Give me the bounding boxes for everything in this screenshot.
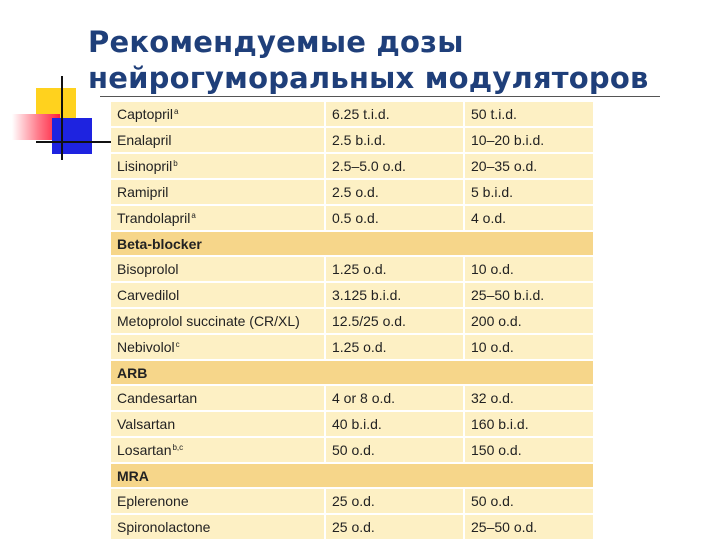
starting-dose-cell: 2.5–5.0 o.d. (325, 153, 464, 179)
table-row (111, 488, 593, 514)
target-dose-cell: 150 o.d. (464, 437, 593, 463)
target-dose-cell: 4 o.d. (464, 205, 593, 231)
starting-dose-cell: 2.5 b.i.d. (325, 127, 464, 153)
drug-name: Candesartan (117, 390, 198, 406)
drug-name-cell (111, 514, 325, 540)
table-row (111, 437, 593, 463)
drug-name-cell (111, 179, 325, 205)
starting-dose-cell: 12.5/25 o.d. (325, 308, 464, 334)
drug-name-cell (111, 411, 325, 437)
section-header-row (111, 231, 593, 256)
drug-name: Losartan (117, 442, 172, 458)
target-dose-cell: 200 o.d. (464, 308, 593, 334)
target-dose-cell: 10 o.d. (464, 334, 593, 360)
drug-name: Lisinopril (117, 158, 173, 174)
slide-title-line-2: нейрогуморальных модуляторов (88, 61, 649, 95)
section-header-row (111, 360, 593, 385)
blue-square-decoration (52, 118, 92, 154)
target-dose-cell: 160 b.i.d. (464, 411, 593, 437)
drug-name-cell (111, 385, 325, 411)
section-header-row (111, 463, 593, 488)
starting-dose-cell: 4 or 8 o.d. (325, 385, 464, 411)
drug-name-cell (111, 437, 325, 463)
starting-dose-cell: 6.25 t.i.d. (325, 102, 464, 127)
table-row (111, 256, 593, 282)
drug-name: Trandolapril (117, 210, 191, 226)
starting-dose-cell: 1.25 o.d. (325, 256, 464, 282)
target-dose-cell: 25–50 o.d. (464, 514, 593, 540)
drug-name: Nebivolol (117, 339, 175, 355)
starting-dose-cell: 40 b.i.d. (325, 411, 464, 437)
drug-name: Enalapril (117, 132, 172, 148)
slide-title (88, 24, 649, 96)
target-dose-cell: 20–35 o.d. (464, 153, 593, 179)
drug-name-cell (111, 334, 325, 360)
target-dose-cell: 32 o.d. (464, 385, 593, 411)
target-dose-cell: 25–50 b.i.d. (464, 282, 593, 308)
section-header-label: MRA (111, 463, 593, 488)
drug-name-cell (111, 127, 325, 153)
section-header-label: ARB (111, 360, 593, 385)
table-row (111, 514, 593, 540)
footnote-marker: a (191, 211, 196, 220)
table-row (111, 205, 593, 231)
slide-title-line-1: Рекомендуемые дозы (88, 25, 464, 59)
drug-name-cell (111, 308, 325, 334)
starting-dose-cell: 0.5 o.d. (325, 205, 464, 231)
dose-table (111, 102, 593, 541)
drug-name-cell (111, 205, 325, 231)
target-dose-cell: 5 b.i.d. (464, 179, 593, 205)
title-underline-rule (100, 96, 660, 97)
drug-name-cell (111, 282, 325, 308)
table-row (111, 282, 593, 308)
target-dose-cell: 10 o.d. (464, 256, 593, 282)
table-row (111, 153, 593, 179)
table-row (111, 127, 593, 153)
target-dose-cell: 50 t.i.d. (464, 102, 593, 127)
starting-dose-cell: 25 o.d. (325, 514, 464, 540)
table-row (111, 334, 593, 360)
drug-name: Eplerenone (117, 493, 189, 509)
footnote-marker: a (174, 107, 179, 116)
drug-name-cell (111, 256, 325, 282)
starting-dose-cell: 25 o.d. (325, 488, 464, 514)
footnote-marker: b (173, 159, 178, 168)
target-dose-cell: 10–20 b.i.d. (464, 127, 593, 153)
drug-name-cell (111, 488, 325, 514)
table-row (111, 411, 593, 437)
drug-name: Valsartan (117, 416, 176, 432)
target-dose-cell: 50 o.d. (464, 488, 593, 514)
dose-table-body (111, 102, 593, 540)
drug-name: Metoprolol succinate (CR/XL) (117, 313, 300, 329)
table-row (111, 102, 593, 127)
starting-dose-cell: 2.5 o.d. (325, 179, 464, 205)
table-row (111, 308, 593, 334)
drug-name: Captopril (117, 106, 174, 122)
table-row (111, 179, 593, 205)
drug-name-cell (111, 153, 325, 179)
drug-name-cell (111, 102, 325, 127)
drug-name: Bisoprolol (117, 261, 179, 277)
starting-dose-cell: 1.25 o.d. (325, 334, 464, 360)
drug-name: Spironolactone (117, 519, 211, 535)
starting-dose-cell: 3.125 b.i.d. (325, 282, 464, 308)
starting-dose-cell: 50 o.d. (325, 437, 464, 463)
table-row (111, 385, 593, 411)
vertical-rule-decoration (61, 76, 63, 160)
drug-name: Carvedilol (117, 287, 180, 303)
drug-name: Ramipril (117, 184, 169, 200)
footnote-marker: b,c (172, 443, 184, 452)
footnote-marker: c (175, 340, 180, 349)
section-header-label: Beta-blocker (111, 231, 593, 256)
